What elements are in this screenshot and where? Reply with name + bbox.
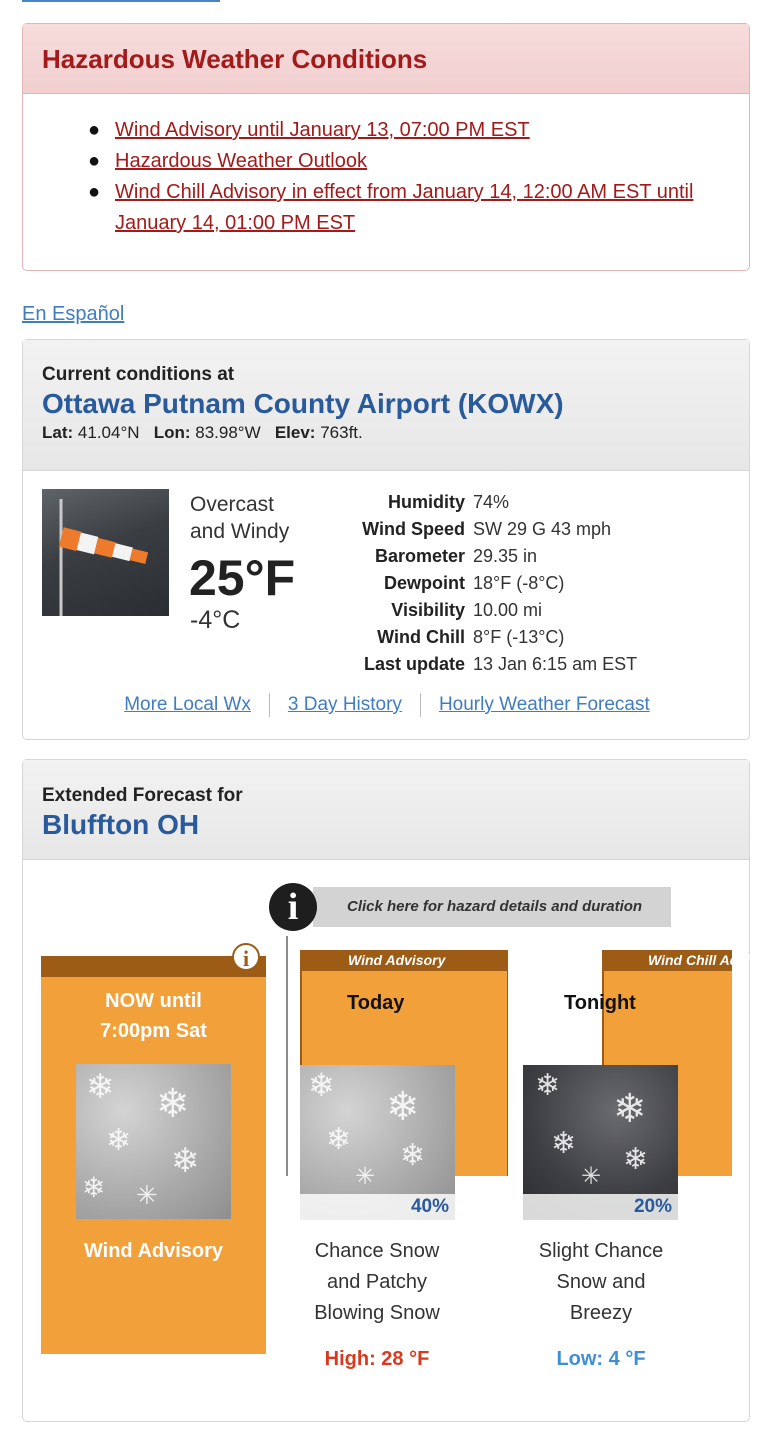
hazard-details-text: Click here for hazard details and duration bbox=[347, 898, 643, 915]
detail-row-last-update bbox=[323, 651, 637, 678]
temperature-f: 25°F bbox=[189, 550, 296, 606]
current-conditions-links bbox=[23, 693, 751, 717]
detail-label: Wind Speed bbox=[362, 519, 465, 539]
desc-line: Breezy bbox=[569, 1302, 633, 1324]
desc-line: Snow and bbox=[556, 1271, 646, 1293]
precip-chance: 20% bbox=[523, 1194, 678, 1220]
hazard-link-wind-advisory[interactable]: Wind Advisory until January 13, 07:00 PM EST bbox=[115, 119, 530, 141]
now-card-title bbox=[41, 986, 266, 1046]
hazard-link-outlook[interactable]: Hazardous Weather Outlook bbox=[115, 150, 367, 172]
advisory-strip: Wind Chill Advisory bbox=[604, 950, 732, 971]
detail-row-wind-chill bbox=[323, 624, 637, 651]
now-title-line-2: 7:00pm Sat bbox=[100, 1020, 207, 1042]
hazard-panel bbox=[22, 23, 750, 271]
detail-label: Visibility bbox=[391, 600, 465, 620]
link-divider bbox=[269, 693, 270, 717]
detail-row-humidity bbox=[323, 489, 637, 516]
extended-forecast-header bbox=[23, 760, 749, 860]
hazard-item bbox=[88, 177, 719, 239]
detail-label: Last update bbox=[363, 654, 465, 674]
snow-icon[interactable]: ❄ ❄ ❄ ❄ ✳ 40% bbox=[300, 1065, 455, 1220]
desc-line: Slight Chance bbox=[538, 1240, 664, 1262]
precip-chance: 40% bbox=[300, 1194, 455, 1220]
extended-forecast-heading: Extended Forecast for bbox=[42, 785, 243, 806]
hazard-list bbox=[23, 94, 749, 239]
detail-label: Humidity bbox=[387, 492, 465, 512]
detail-label: Barometer bbox=[374, 546, 465, 566]
forecast-description-tonight bbox=[511, 1236, 691, 1329]
detail-value: 29.35 in bbox=[473, 546, 538, 566]
detail-label: Dewpoint bbox=[384, 573, 465, 593]
conditions-details-table bbox=[323, 489, 637, 678]
detail-value: SW 29 G 43 mph bbox=[473, 519, 612, 539]
hourly-forecast-link[interactable]: Hourly Weather Forecast bbox=[438, 694, 650, 716]
bullet: ● bbox=[88, 150, 101, 172]
detail-row-barometer bbox=[323, 543, 637, 570]
now-hazard-card[interactable] bbox=[41, 946, 266, 1354]
detail-value: 18°F (-8°C) bbox=[473, 573, 565, 593]
detail-value: 13 Jan 6:15 am EST bbox=[473, 654, 638, 674]
windsock-overcast-icon bbox=[42, 489, 169, 616]
elev-value: 763ft. bbox=[320, 423, 363, 442]
bullet: ● bbox=[88, 181, 101, 203]
period-name-tonight: Tonight bbox=[564, 992, 636, 1014]
hazard-panel-header bbox=[23, 24, 749, 94]
condition-line-1: Overcast bbox=[190, 493, 275, 516]
current-conditions-body bbox=[23, 471, 749, 741]
bullet: ● bbox=[88, 119, 101, 141]
station-name: Ottawa Putnam County Airport (KOWX) bbox=[42, 388, 564, 419]
low-temperature: Low: 4 °F bbox=[556, 1348, 646, 1370]
link-divider bbox=[420, 693, 421, 717]
more-local-wx-link[interactable]: More Local Wx bbox=[124, 694, 251, 716]
hazard-item bbox=[88, 115, 719, 146]
info-icon-small[interactable]: i bbox=[232, 943, 260, 971]
current-conditions-heading: Current conditions at bbox=[42, 364, 235, 385]
desc-line: Chance Snow bbox=[314, 1240, 440, 1262]
station-location bbox=[42, 423, 749, 443]
snow-night-icon[interactable]: ❄ ❄ ❄ ❄ ✳ 20% bbox=[523, 1065, 678, 1220]
advisory-strip: Wind Advisory bbox=[302, 950, 507, 971]
detail-value: 74% bbox=[473, 492, 510, 512]
period-name-today: Today bbox=[347, 992, 405, 1014]
lat-label: Lat: bbox=[42, 423, 74, 442]
detail-value: 8°F (-13°C) bbox=[473, 627, 565, 647]
hazard-item bbox=[88, 146, 719, 177]
hazard-panel-title: Hazardous Weather Conditions bbox=[42, 44, 428, 74]
hazard-link-wind-chill[interactable]: Wind Chill Advisory in effect from January 14, 12:00 AM EST until January 14, 01:00 PM EST bbox=[115, 181, 694, 234]
now-title-line-1: NOW until bbox=[105, 990, 202, 1012]
snow-icon: ❄ ❄ ❄ ❄ ❄ ✳ bbox=[76, 1064, 231, 1219]
lat-value: 41.04°N bbox=[77, 423, 140, 442]
forecast-location: Bluffton OH bbox=[42, 809, 200, 840]
detail-row-dewpoint bbox=[323, 570, 637, 597]
now-card-label: Wind Advisory bbox=[83, 1240, 224, 1262]
detail-row-visibility bbox=[323, 597, 637, 624]
lon-value: 83.98°W bbox=[195, 423, 261, 442]
desc-line: and Patchy bbox=[326, 1271, 428, 1293]
spanish-language-link[interactable]: En Español bbox=[22, 303, 125, 325]
detail-row-wind-speed bbox=[323, 516, 637, 543]
three-day-history-link[interactable]: 3 Day History bbox=[287, 694, 402, 716]
temperature-c: -4°C bbox=[190, 606, 241, 634]
top-link-underline bbox=[22, 0, 220, 2]
desc-line: Blowing Snow bbox=[314, 1302, 440, 1324]
detail-value: 10.00 mi bbox=[473, 600, 543, 620]
condition-line-2: and Windy bbox=[190, 520, 290, 543]
lon-label: Lon: bbox=[153, 423, 191, 442]
current-conditions-header bbox=[23, 340, 749, 471]
hazard-divider bbox=[286, 936, 288, 1176]
forecast-description-today bbox=[287, 1236, 467, 1329]
hazard-details-bar[interactable] bbox=[313, 887, 671, 927]
high-temperature: High: 28 °F bbox=[324, 1348, 430, 1370]
info-icon[interactable]: i bbox=[269, 883, 317, 931]
condition-text bbox=[190, 491, 330, 545]
current-conditions-panel bbox=[22, 339, 750, 740]
detail-label: Wind Chill bbox=[377, 627, 465, 647]
extended-forecast-panel bbox=[22, 759, 780, 1422]
elev-label: Elev: bbox=[274, 423, 316, 442]
